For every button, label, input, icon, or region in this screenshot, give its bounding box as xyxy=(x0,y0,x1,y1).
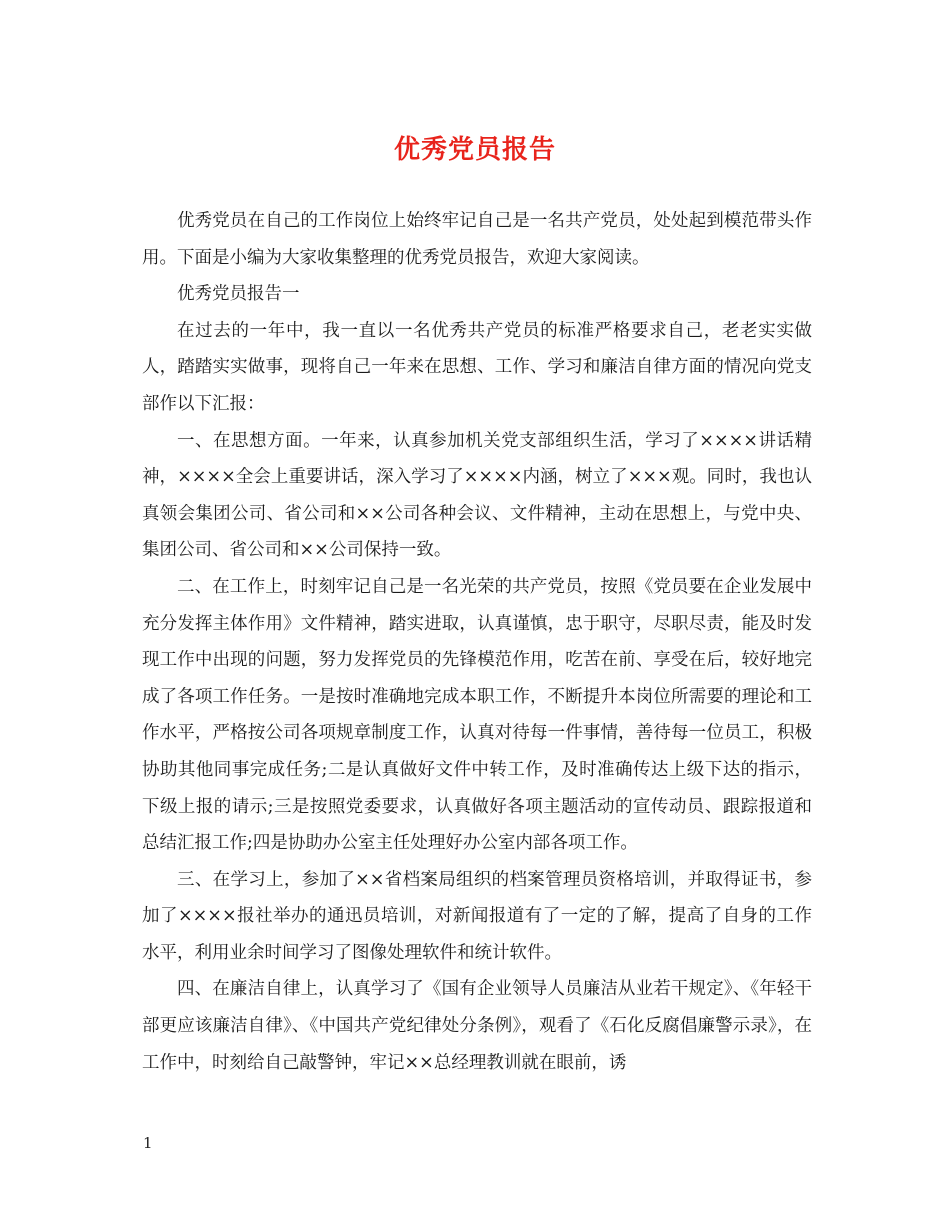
section-heading: 优秀党员报告一 xyxy=(177,284,300,305)
page-number: 1 xyxy=(143,1134,153,1152)
document-body xyxy=(142,203,812,1081)
body-paragraph: 一、在思想方面。一年来，认真参加机关党支部组织生活，学习了××××讲话精神，××××全会上重要讲话，深入学习了××××内涵，树立了×××观。同时，我也认真领会集团公司、省公司和××公司各种会议、文件精神，主动在思想上，与党中央、集团公司、省公司和××公司保持一致。 xyxy=(142,430,812,561)
body-paragraph: 在过去的一年中，我一直以一名优秀共产党员的标准严格要求自己，老老实实做人，踏踏实实做事，现将自己一年来在思想、工作、学习和廉洁自律方面的情况向党支部作以下汇报： xyxy=(142,320,812,414)
body-paragraph: 三、在学习上，参加了××省档案局组织的档案管理员资格培训，并取得证书，参加了××××报社举办的通迅员培训，对新闻报道有了一定的了解，提高了自身的工作水平，利用业余时间学习了图像处理软件和统计软件。 xyxy=(142,869,812,963)
body-paragraph: 四、在廉洁自律上，认真学习了《国有企业领导人员廉洁从业若干规定》、《年轻干部更应该廉洁自律》、《中国共产党纪律处分条例》，观看了《石化反腐倡廉警示录》，在工作中，时刻给自己敲警钟，牢记××总经理教训就在眼前，诱 xyxy=(142,979,812,1073)
document-title: 优秀党员报告 xyxy=(393,135,556,165)
body-paragraph: 二、在工作上，时刻牢记自己是一名光荣的共产党员，按照《党员要在企业发展中充分发挥主体作用》文件精神，踏实进取，认真谨慎，忠于职守，尽职尽责，能及时发现工作中出现的问题，努力发挥党员的先锋模范作用，吃苦在前、享受在后，较好地完成了各项工作任务。一是按时准确地完成本职工作，不断提升本岗位所需要的理论和工作水平，严格按公司各项规章制度工作，认真对待每一件事情，善待每一位员工，积极协助其他同事完成任务;二是认真做好文件中转工作，及时准确传达上级下达的指示，下级上报的请示;三是按照党委要求，认真做好各项主题活动的宣传动员、跟踪报道和总结汇报工作;四是协助办公室主任处理好办公室内部各项工作。 xyxy=(142,576,812,854)
intro-paragraph: 优秀党员在自己的工作岗位上始终牢记自己是一名共产党员，处处起到模范带头作用。下面是小编为大家收集整理的优秀党员报告，欢迎大家阅读。 xyxy=(142,211,812,268)
